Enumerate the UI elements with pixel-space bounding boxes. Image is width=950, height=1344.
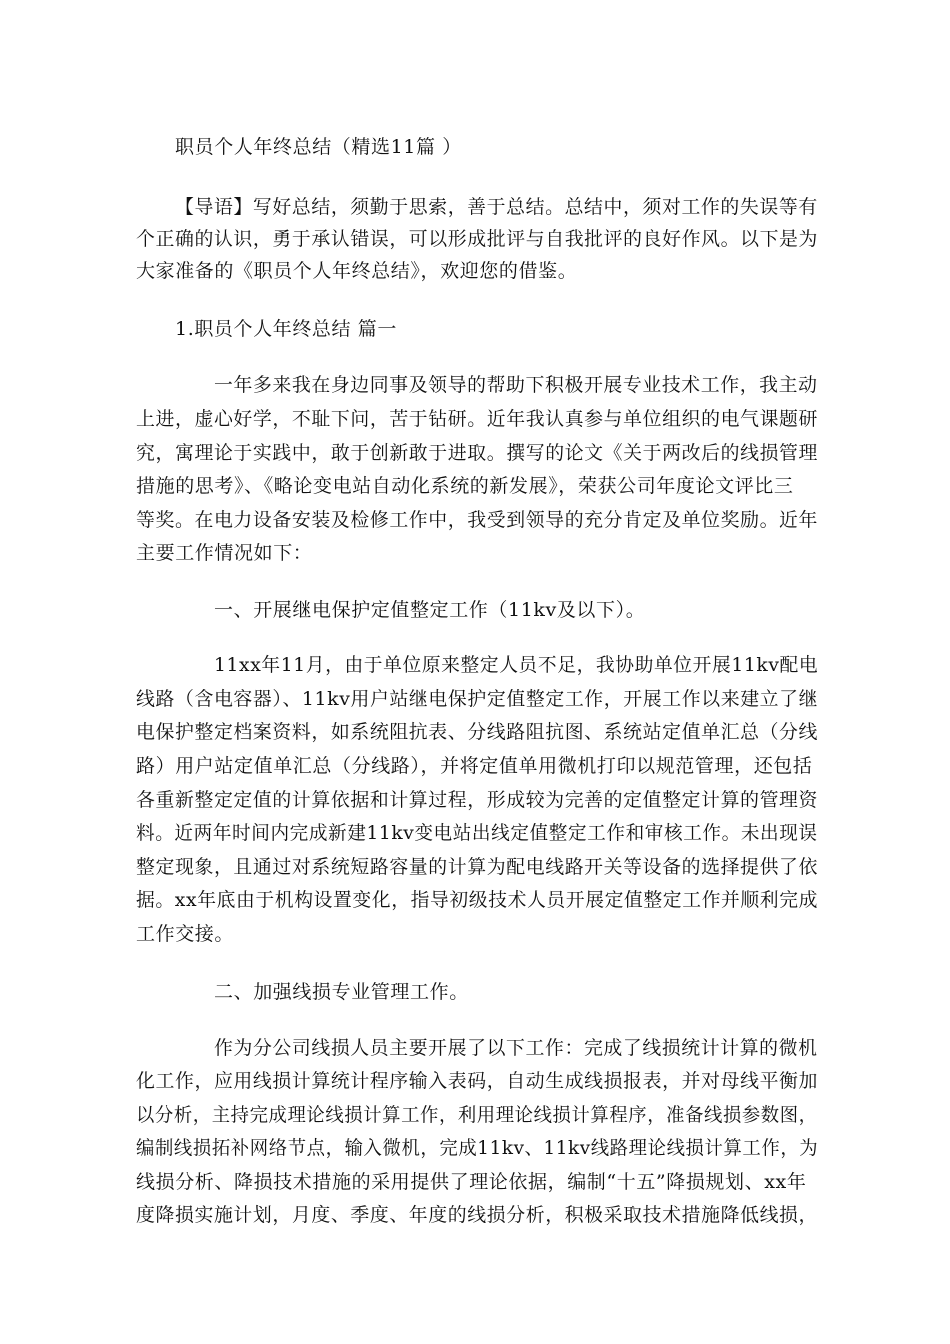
intro-line: 个正确的认识，勇于承认错误，可以形成批评与自我批评的良好作风。以下是为 bbox=[136, 228, 819, 250]
paragraph-line: 上进，虚心好学，不耻下问，苦于钻研。近年我认真参与单位组织的电气课题研 bbox=[136, 408, 819, 430]
paragraph-line: 等奖。在电力设备安装及检修工作中，我受到领导的充分肯定及单位奖励。近年 bbox=[136, 509, 819, 531]
paragraph-line: 11xx年11月，由于单位原来整定人员不足，我协助单位开展11kv配电 bbox=[214, 654, 819, 676]
paragraph-line: 路）用户站定值单汇总（分线路），并将定值单用微机打印以规范管理，还包括 bbox=[136, 755, 813, 777]
document-title: 职员个人年终总结（精选11篇 ） bbox=[175, 136, 462, 158]
paragraph-line: 据。xx年底由于机构设置变化，指导初级技术人员开展定值整定工作并顺利完成 bbox=[136, 889, 819, 911]
subheading: 一、开展继电保护定值整定工作（11kv及以下）。 bbox=[214, 599, 646, 621]
paragraph-line: 以分析，主持完成理论线损计算工作，利用理论线损计算程序，准备线损参数图， bbox=[136, 1104, 818, 1126]
paragraph-line: 度降损实施计划，月度、季度、年度的线损分析，积极采取技术措施降低线损， bbox=[136, 1204, 819, 1226]
paragraph-line: 究，寓理论于实践中，敢于创新敢于进取。撰写的论文《关于两改后的线损管理 bbox=[136, 442, 819, 464]
intro-line: 大家准备的《职员个人年终总结》，欢迎您的借鉴。 bbox=[136, 260, 578, 282]
intro-line: 【导语】写好总结，须勤于思索，善于总结。总结中，须对工作的失误等有 bbox=[175, 196, 818, 218]
paragraph-line: 一年多来我在身边同事及领导的帮助下积极开展专业技术工作，我主动 bbox=[214, 374, 818, 396]
paragraph-line: 工作交接。 bbox=[136, 923, 235, 945]
paragraph-line: 线损分析、降损技术措施的采用提供了理论依据，编制“十五”降损规划、xx年 bbox=[136, 1171, 807, 1193]
paragraph-line: 各重新整定定值的计算依据和计算过程，形成较为完善的定值整定计算的管理资 bbox=[136, 789, 819, 811]
paragraph-line: 化工作，应用线损计算统计程序输入表码，自动生成线损报表，并对母线平衡加 bbox=[136, 1070, 819, 1092]
paragraph-line: 措施的思考》、《略论变电站自动化系统的新发展》，荣获公司年度论文评比三 bbox=[136, 475, 794, 497]
paragraph-line: 作为分公司线损人员主要开展了以下工作：完成了线损统计计算的微机 bbox=[214, 1037, 818, 1059]
subheading: 二、加强线损专业管理工作。 bbox=[214, 981, 469, 1003]
paragraph-line: 料。近两年时间内完成新建11kv变电站出线定值整定工作和审核工作。未出现误 bbox=[136, 822, 818, 844]
paragraph-line: 编制线损拓补网络节点，输入微机，完成11kv、11kv线路理论线损计算工作，为 bbox=[136, 1137, 819, 1159]
section-heading: 1.职员个人年终总结 篇一 bbox=[175, 318, 397, 340]
paragraph-line: 电保护整定档案资料，如系统阻抗表、分线路阻抗图、系统站定值单汇总（分线 bbox=[136, 721, 819, 743]
paragraph-line: 线路（含电容器）、11kv用户站继电保护定值整定工作，开展工作以来建立了继 bbox=[136, 688, 819, 710]
paragraph-line: 主要工作情况如下： bbox=[136, 542, 313, 564]
paragraph-line: 整定现象，且通过对系统短路容量的计算为配电线路开关等设备的选择提供了依 bbox=[136, 856, 819, 878]
